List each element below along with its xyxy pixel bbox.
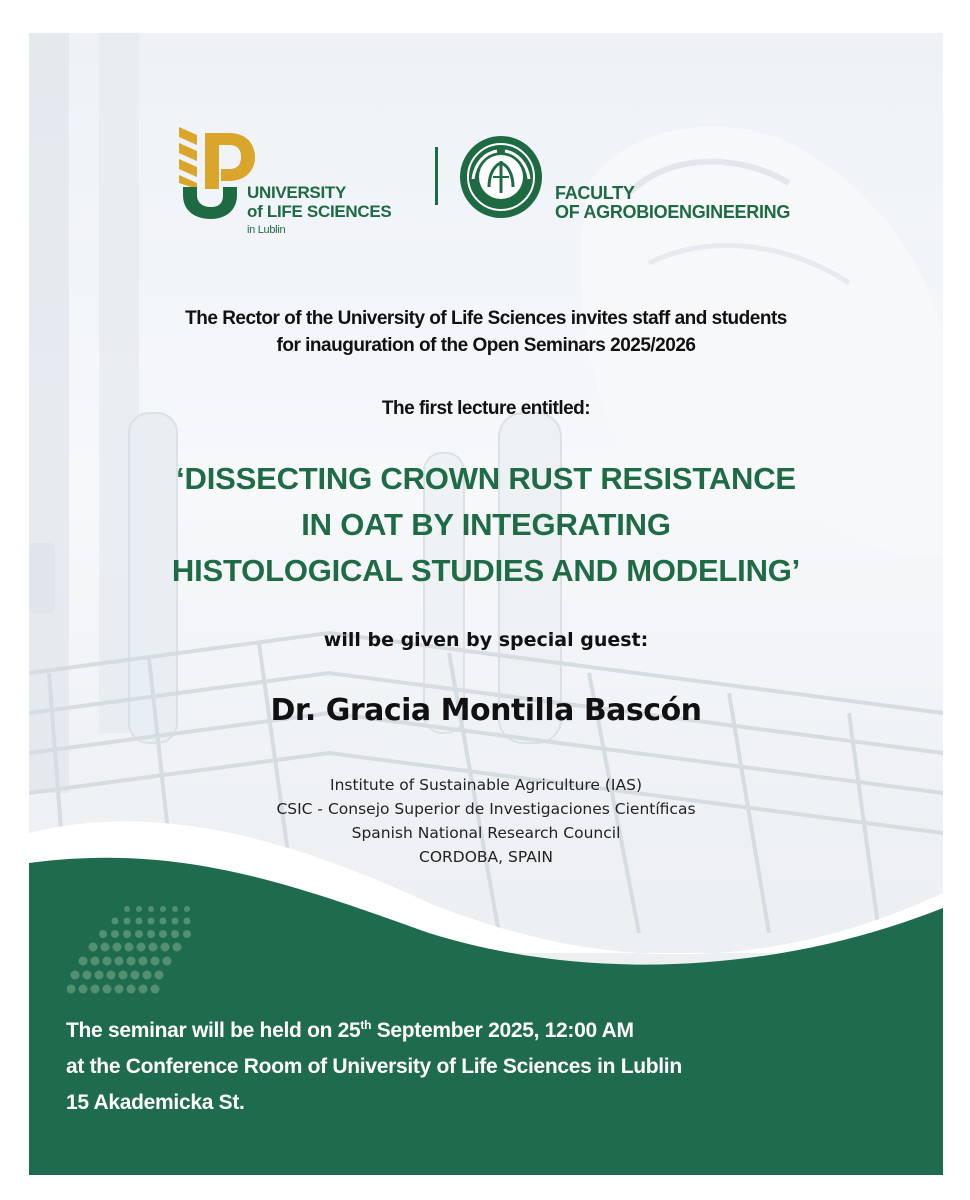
- faculty-emblem-icon: [459, 135, 543, 219]
- speaker-affiliation: [29, 773, 943, 869]
- dot-pattern-decoration: [67, 905, 197, 995]
- invitation-line-2: for inauguration of the Open Seminars 2025/2026: [276, 335, 696, 356]
- university-name: [247, 183, 391, 240]
- seminar-address-line: 15 Akademicka St.: [66, 1091, 245, 1114]
- affiliation-line-1: Institute of Sustainable Agriculture (IAS): [330, 776, 642, 794]
- lecture-title-line-3: HISTOLOGICAL STUDIES AND MODELING’: [171, 553, 801, 588]
- seminar-date-line: [66, 1007, 682, 1049]
- lecture-title: [29, 456, 943, 594]
- seminar-date-pre: The seminar will be held on 25: [66, 1019, 361, 1042]
- seminar-venue-line: at the Conference Room of University of Life Sciences in Lublin: [66, 1055, 682, 1078]
- given-by-label: will be given by special guest:: [323, 629, 649, 651]
- speaker-name: Dr. Gracia Montilla Bascón: [270, 693, 702, 728]
- seminar-date-post: September 2025, 12:00 AM: [371, 1019, 634, 1042]
- poster: [29, 33, 943, 1175]
- faculty-line-2: OF AGROBIOENGINEERING: [555, 202, 791, 222]
- invitation-line-1: The Rector of the University of Life Sciences invites staff and students: [185, 308, 787, 329]
- affiliation-line-2: CSIC - Consejo Superior de Investigaciones Científicas: [276, 800, 696, 818]
- faculty-name: [555, 184, 790, 222]
- university-line-3: in Lublin: [247, 224, 286, 236]
- first-lecture-label: The first lecture entitled:: [381, 398, 591, 419]
- affiliation-line-4: CORDOBA, SPAIN: [419, 848, 553, 866]
- seminar-date-sup: th: [360, 1018, 372, 1032]
- logo-divider: [435, 147, 438, 205]
- university-logo-icon: [175, 125, 257, 221]
- affiliation-line-3: Spanish National Research Council: [351, 824, 621, 842]
- university-line-2: of LIFE SCIENCES: [247, 202, 392, 221]
- invitation-text: [29, 305, 943, 359]
- lecture-title-line-2: IN OAT BY INTEGRATING: [301, 507, 671, 542]
- lecture-title-line-1: ‘DISSECTING CROWN RUST RESISTANCE: [176, 461, 796, 496]
- university-line-1: UNIVERSITY: [247, 183, 347, 202]
- faculty-line-1: FACULTY: [555, 183, 635, 203]
- seminar-details: [66, 1007, 682, 1121]
